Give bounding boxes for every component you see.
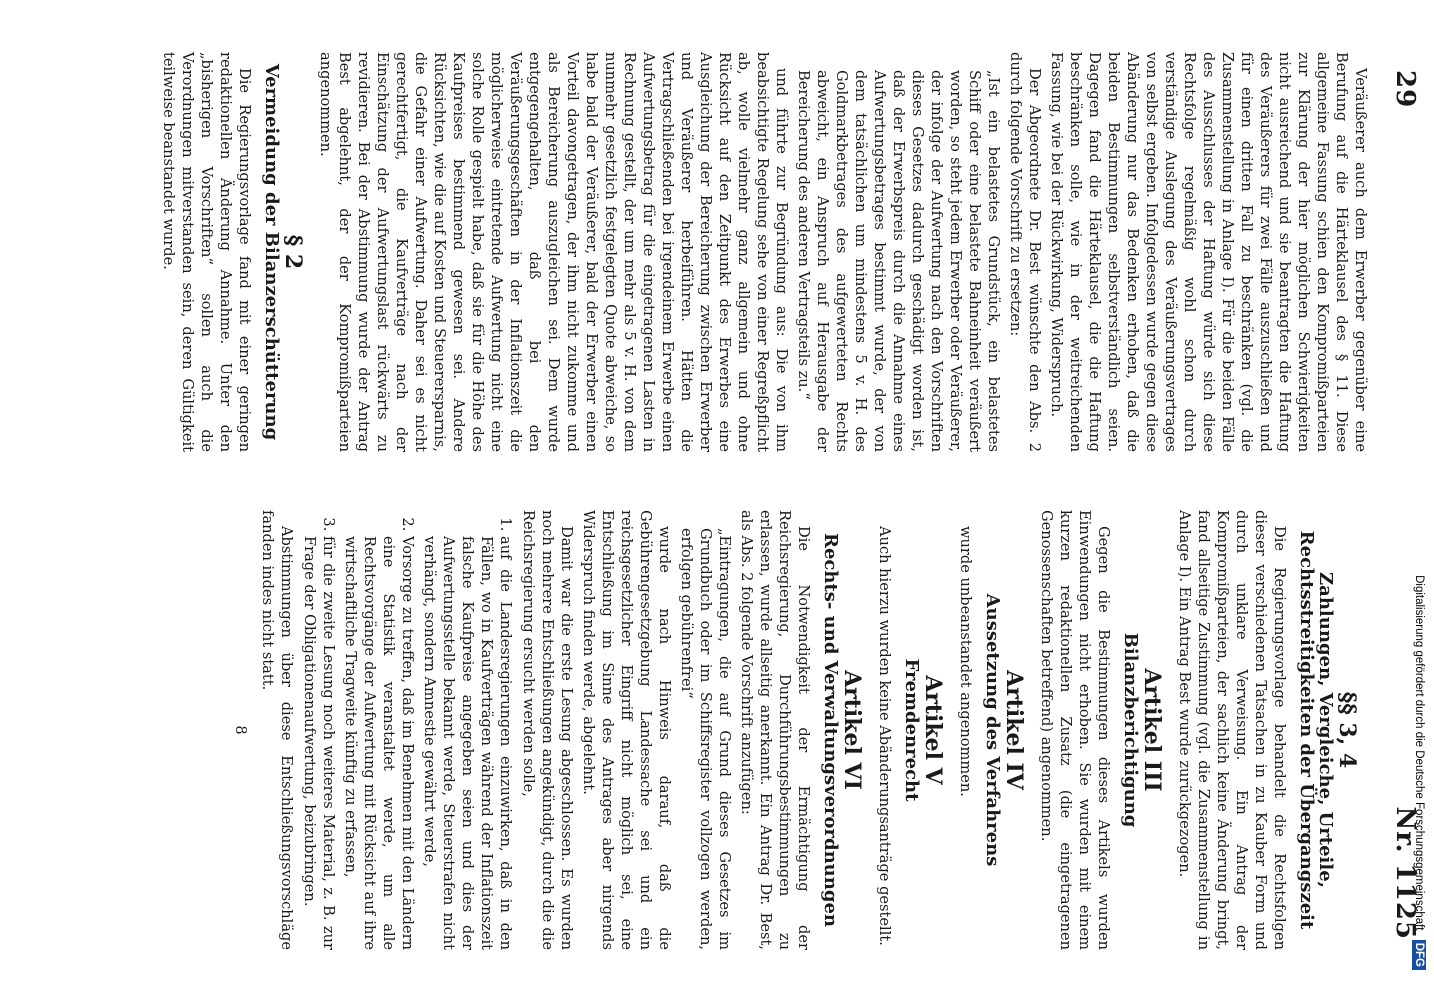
section-heading: § 2 (280, 234, 306, 270)
resolution-list (300, 510, 515, 950)
page-number-left: 29 (1390, 70, 1420, 109)
article-heading: Artikel V (920, 675, 946, 785)
paragraph: Gegen die Bestimmungen dieses Artikels wurden Einwendungen nicht erhoben. Sie wurden mit einem kurzen redaktionellen Zusatz (die eingetragenen Genossenschaften betreffend) angenommen. (1038, 510, 1112, 950)
section-title: Vermeidung der Bilanzerschütterung (261, 63, 282, 441)
paragraph: und führte zur Begründung aus: Die von ihm beabsichtigte Regelung sehe von einer Regreßpflicht ab, wolle vielmehr ganz allgemein und ohne Rücksicht auf den Zeitpunkt des Erwerbes eine Ausgleichung der Bereicherung zwischen Erwerber und Veräußerer herbeiführen. Hätten die Vertragschließenden bei irgendeinem Erwerbe einen Aufwertungsbetrag für die eingetragenen Lasten in Rechnung gestellt, der um mehr als 5 v. H. von dem nunmehr gesetzlich festgelegten Quote abweiche, so habe bald der Veräußerer, bald der Erwerber einen Vorteil davongetragen, der ihm nicht zukomme und als Bereicherung auszugleichen sei. Dem wurde entgegengehalten, daß bei den Veräußerungsgeschäften in der Inflationszeit die möglicherweise eintretende Aufwertung nicht eine solche Rolle gespielt habe, daß sie für die Höhe des Kaufpreises bestimmend gewesen sei. Andere Rücksichten, wie die auf Kosten und Steuerersparnis, die Gefahr einer Aufwertung. Daher sei es nicht gerechtfertigt, die Kaufverträge nach der Einschätzung der Aufwertungslast rückwärts zu revidieren. Bei der Abstimmung wurde der Antrag Best abgelehnt, der der Kompromißparteien angenommen. (317, 52, 790, 452)
quote-block: „Eintragungen, die auf Grund dieses Gesetzes im Grundbuch oder im Schiffsregister vollzogen werden, erfolgen gebührenfrei“ (678, 528, 733, 950)
quote-block: „Ist ein belastetes Grundstück, ein belastetes Schiff oder eine belastete Bahneinheit veräußert worden, so steht jedem Erwerber oder Veräußerer, der infolge der Aufwertung nach den Vorschriften dieses Gesetzes dadurch geschädigt worden ist, daß der Erwerbspreis durch die Annahme eines Aufwertungsbetrages bestimmt wurde, der von dem tatsächlichen um mindestens 5 v. H. des Goldmarkbetrages des aufgewerteten Rechts abweicht, ein Anspruch auf Herausgabe der Bereicherung des anderen Vertragsteils zu.“ (795, 70, 1002, 452)
section-heading: §§ 3, 4 (1334, 691, 1360, 769)
paragraph: wurde nach Hinweis darauf, daß die Gebührengesetzgebung Landessache sei und ein reichsgesetzlicher Eingriff nicht möglich sei, eine Entschließung im Sinne des Antrages aber nirgends Widerspruch finden werde, abgelehnt. (580, 510, 673, 950)
article-title: Rechts- und Verwaltungsverordnungen (820, 533, 841, 927)
right-page (100, 510, 1420, 970)
paragraph: Damit war die erste Lesung abgeschlossen. Es wurden noch mehrere Entschließungen angekündigt, durch die die Reichsregierung ersucht werden solle, (520, 510, 575, 950)
right-page-text (231, 510, 1370, 950)
rotated-document-spread (100, 40, 1420, 960)
list-item: 3. für die zweite Lesung noch weiteres Material, z. B. zur Frage der Obligationenaufwertung, beizubringen. (300, 536, 338, 950)
footnote-marker: 8 (232, 725, 249, 735)
article-heading: Artikel IV (1001, 670, 1027, 790)
article-title: Fremdenrecht (901, 658, 922, 802)
paragraph: wurde unbeanstandet angenommen. (957, 526, 974, 797)
article-title: Bilanzberichtigung (1120, 632, 1141, 828)
list-item: 2. Vorsorge zu treffen, daß im Benehmen mit den Ländern eine Statistik veranstaltet werde, um alle Rechtsvorgänge der Aufwertung mit Rücksicht auf ihre wirtschaftliche Tragweite künftig zu erfassen, (341, 536, 417, 950)
paragraph: Der Abgeordnete Dr. Best wünschte den Abs. 2 durch folgende Vorschrift zu ersetzen: (1007, 52, 1043, 452)
paragraph: Die Notwendigkeit der Ermächtigung der Reichsregierung, Durchführungsbestimmungen zu erlassen, wurde allseitig anerkannt. Ein Antrag Dr. Best, als Abs. 2 folgende Vorschrift anzufügen: (738, 510, 812, 950)
left-page-text (156, 52, 1370, 452)
credit-text: Digitalisierung gefördert durch die Deutsche Forschungsgemeinschaft (1413, 575, 1425, 931)
page-number-right: Nr. 1125 (1390, 806, 1420, 940)
paragraph: Die Regierungsvorlage behandelt die Rechtsfolgen dieser verschiedenen Tatsachen in zu Kauber Form und durch unklare Verweisung. Ein Antrag der Kompromißparteien, der sachlich keine Änderung bringt, fand allseitige Zustimmung (vgl. die Zusammenstellung in Anlage I). Ein Antrag Best wurde zurückgezogen. (1176, 510, 1288, 950)
article-heading: Artikel III (1139, 668, 1165, 792)
paragraph: Abstimmungen über diese Entschließungsvorschläge fanden indes nicht statt. (259, 510, 295, 950)
article-title: Aussetzung des Verfahrens (982, 593, 1003, 867)
dfg-logo: DFG (1412, 940, 1426, 970)
left-page (100, 40, 1420, 500)
article-heading: Artikel VI (839, 670, 865, 790)
digitization-credit (1408, 10, 1430, 970)
paragraph: Auch hierzu wurden keine Abänderungsanträge gestellt. (876, 526, 893, 946)
section-title: Zahlungen, Vergleiche, Urteile, Rechtsstreitigkeiten der Übergangszeit (1296, 530, 1336, 930)
list-item: 1. auf die Landesregierungen einzuwirken, daß in den Fällen, wo in Kaufverträgen während der Inflationszeit falsche Kaufpreise angegeben seien und dies der Aufwertungsstelle bekannt werde, Steuerstrafen nicht verhängt, sondern Amnestie gewährt werde, (420, 536, 515, 950)
paragraph: Veräußerer auch dem Erwerber gegenüber eine Berufung auf die Härteklausel des § 11. Diese allgemeine Fassung schien den Kompromißparteien zur Klärung der hier möglichen Schwierigkeiten nicht ausreichend und sie beantragten die Haftung des Veräußerers für zwei Fälle auszuschließen und für einen dritten Fall zu beschränken (vgl. die Zusammenstellung in Anlage I). Für die beiden Fälle des Ausschlusses der Haftung würde sich diese Rechtsfolge regelmäßig wohl schon durch verständige Auslegung des Veräußerungsvertrages von selbst ergeben. Infolgedessen wurde gegen diese Abänderung nur das Bedenken erhoben, daß die beiden Bestimmungen selbstverständlich seien. Dagegen fand die Härteklausel, die die Haftung beschränken solle, wie in der weitreichenden Fassung, wie bei der Rückwirkung, Widerspruch. (1048, 52, 1369, 452)
paragraph: Die Regierungsvorlage fand mit einer geringen redaktionellen Änderung Annahme. Unter den „bisherigen Vorschriften“ sollen auch die Verordnungen mitverstanden sein, deren Gültigkeit teilweise beanstandet wurde. (160, 52, 253, 452)
